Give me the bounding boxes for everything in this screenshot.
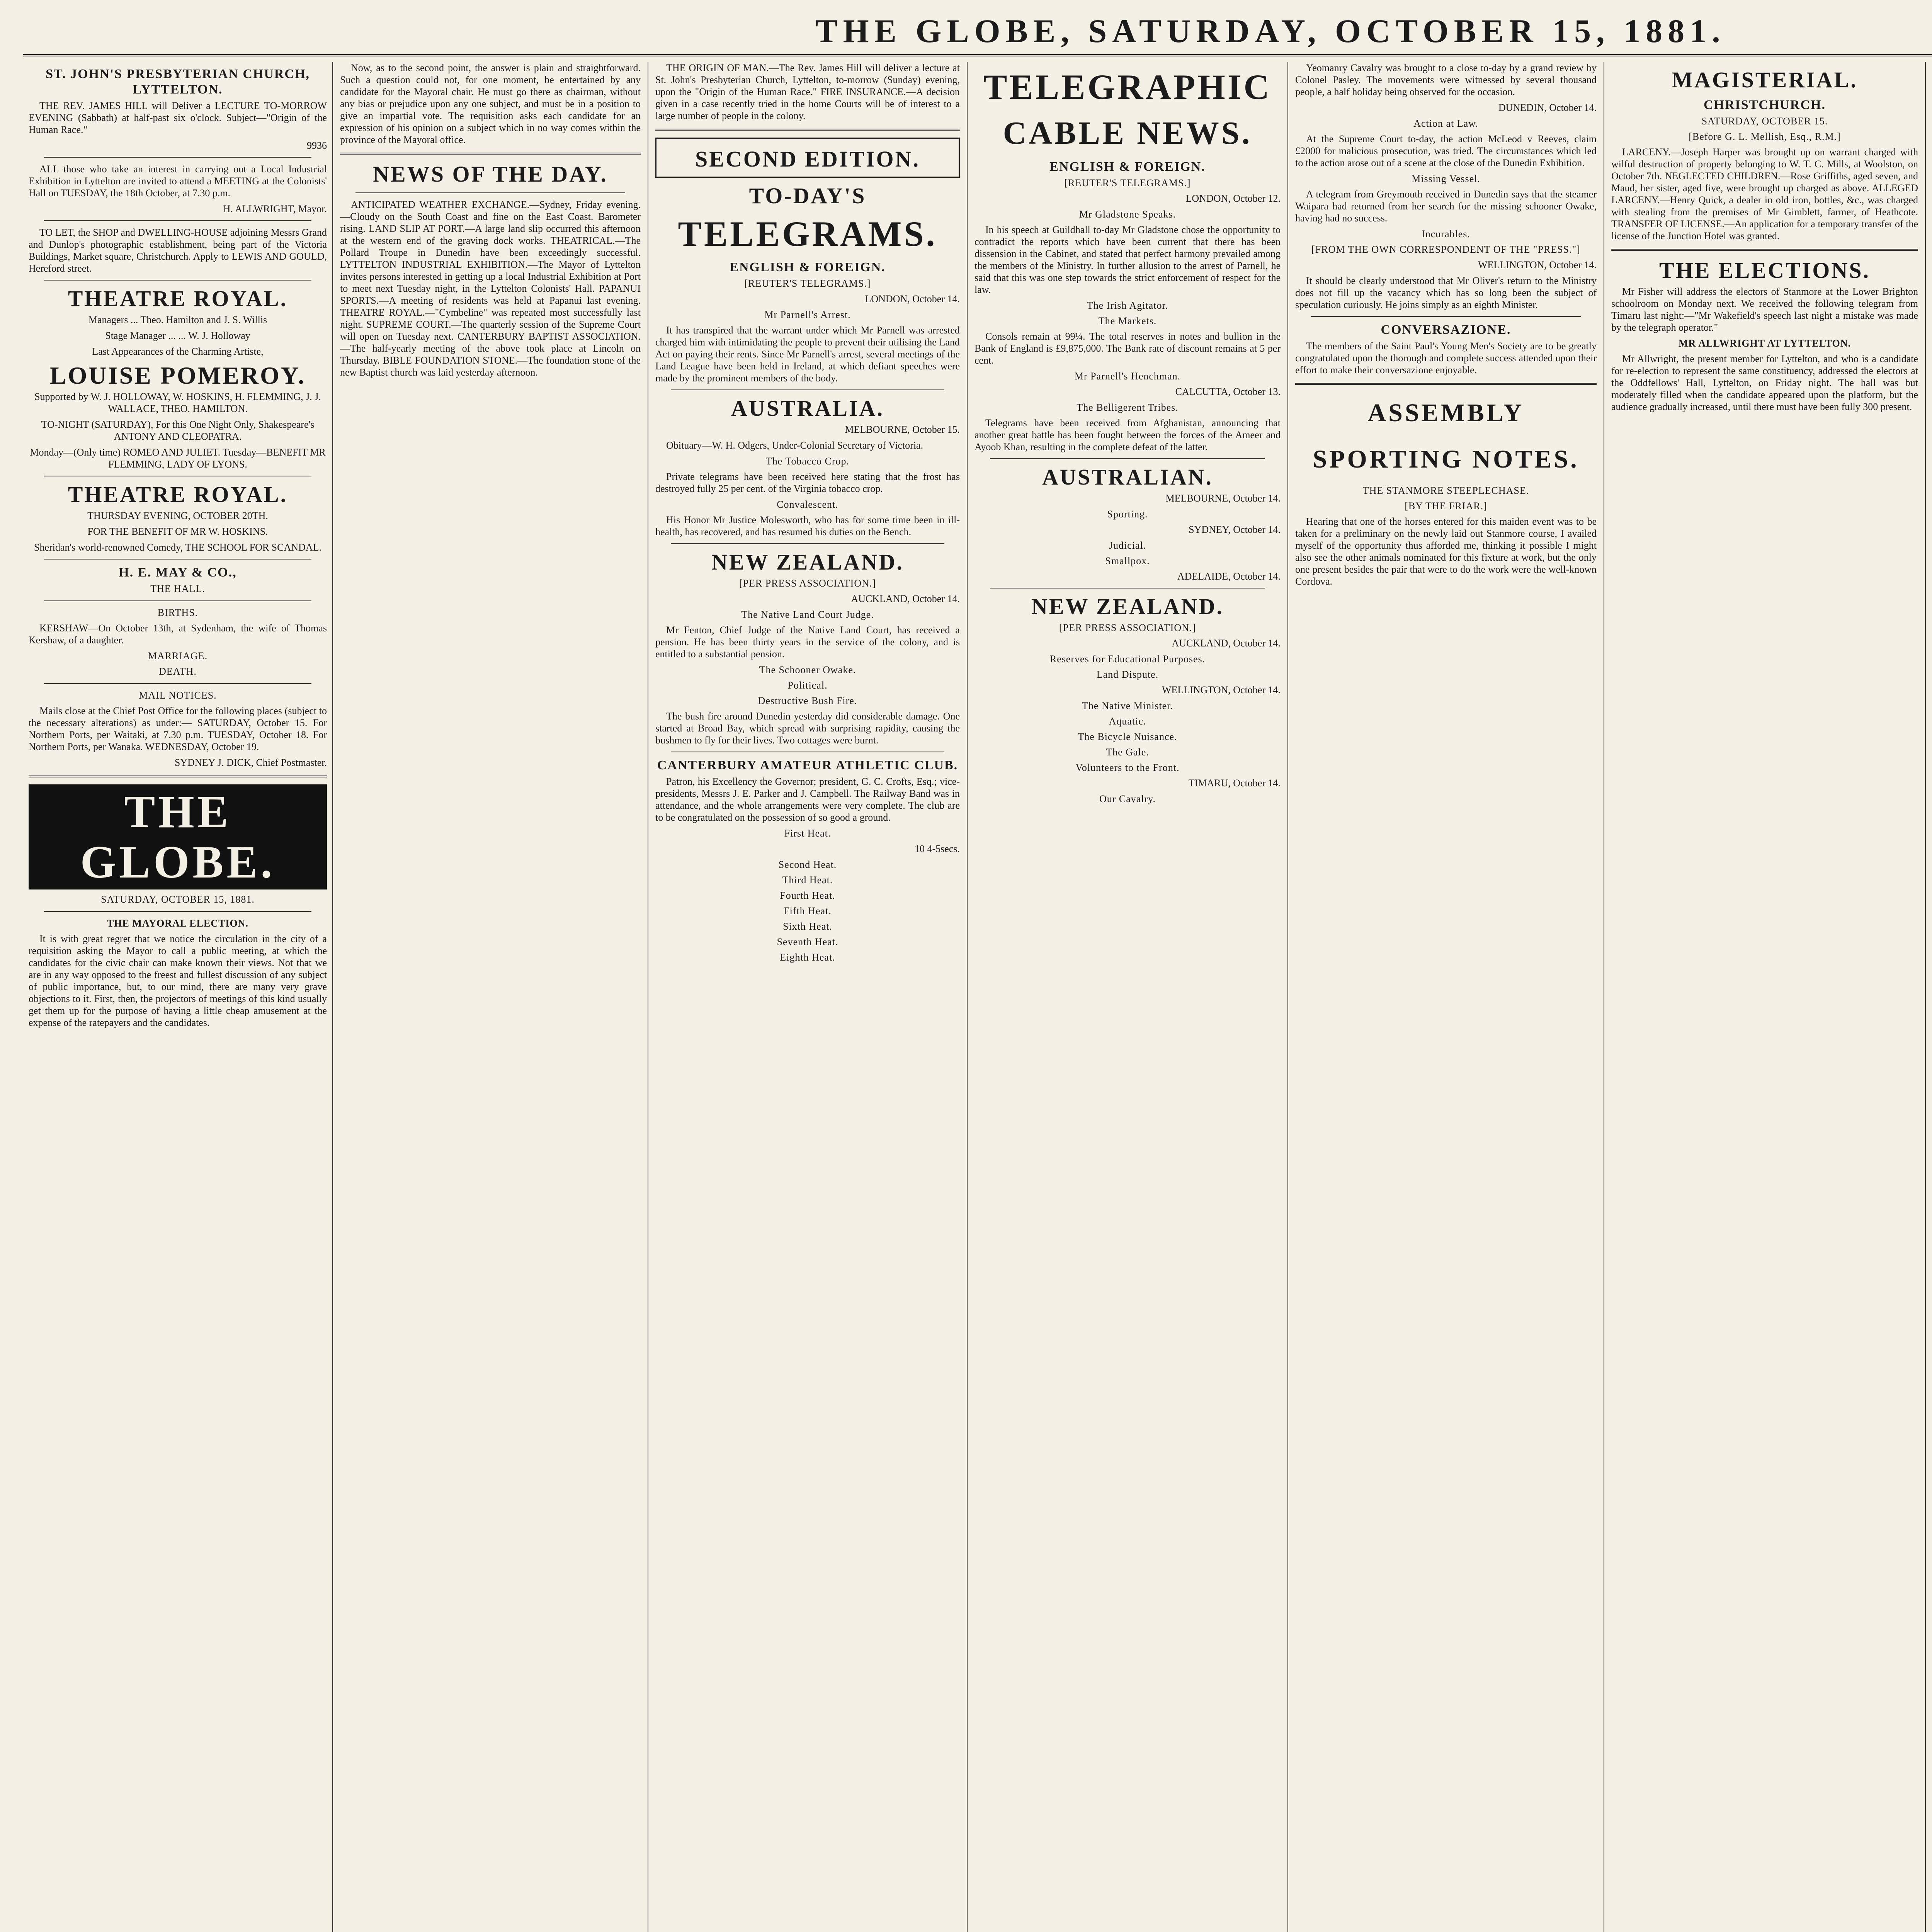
divider <box>355 192 625 193</box>
canterbury-text: Patron, his Excellency the Governor; president, G. C. Crofts, Esq.; vice-presidents, Messrs J. E. Parker and J. Campbell. The Railway Band was in attendance, and the whole arrangements were very complete. The club are to be congratulated on the possession of so good a ground. <box>655 776 960 823</box>
divider <box>1311 316 1581 317</box>
mayoral-head: THE MAYORAL ELECTION. <box>107 918 249 929</box>
column-4 <box>969 62 1286 1932</box>
second-edition-box <box>655 138 960 178</box>
masthead-title: THE GLOBE, SATURDAY, OCTOBER 15, 1881. <box>815 12 1726 49</box>
obituary: Obituary—W. H. Odgers, Under-Colonial Secretary of Victoria. <box>666 440 923 451</box>
may-sub: THE HALL. <box>150 583 205 594</box>
bicycle-head: The Bicycle Nuisance. <box>1078 731 1177 742</box>
allwright-head: MR ALLWRIGHT AT LYTTELTON. <box>1678 338 1851 349</box>
markets-head: The Markets. <box>1098 315 1157 327</box>
steeple-head: THE STANMORE STEEPLECHASE. <box>1362 485 1529 496</box>
london-date: LONDON, October 14. <box>865 293 960 304</box>
news-text: ANTICIPATED WEATHER EXCHANGE.—Sydney, Friday evening.—Cloudy on the South Coast and fine on the East Coast. Barometer rising. LAND SLIP AT PORT.—A large land slip occurred this afternoon at the western end of the graving dock works. THEATRICAL.—The Pollard Troupe in Dunedin have been exceedingly successful. LYTTELTON INDUSTRIAL EXHIBITION.—The Mayor of Lyttelton invites persons interested in getting up a local Industrial Exhibition at Port to meet next Tuesday night, in the Lyttelton Colonists' Hall. PAPANUI SPORTS.—A meeting of residents was held at Papanui last evening. THEATRE ROYAL.—"Cymbeline" was repeated most successfully last night. SUPREME COURT.—The quarterly session of the Supreme Court will open on Tuesday next. CANTERBURY BAPTIST ASSOCIATION.—The half-yearly meeting of the above took place at Lincoln on Thursday. BIBLE FOUNDATION STONE.—The foundation stone of the new Baptist church was laid yesterday afternoon. <box>340 199 641 378</box>
divider <box>44 683 311 684</box>
benefit: FOR THE BENEFIT OF MR W. HOSKINS. <box>87 526 268 537</box>
globe-date: SATURDAY, OCTOBER 15, 1881. <box>101 894 255 905</box>
mail-head: MAIL NOTICES. <box>139 690 217 701</box>
smallpox-head: Smallpox. <box>1105 555 1150 566</box>
theatre-engagement: Last Appearances of the Charming Artiste, <box>92 346 264 357</box>
missing-text: A telegram from Greymouth received in Dunedin says that the steamer Waipara had returned from her search for the missing schooner Owake, having had no success. <box>1295 189 1597 224</box>
births-head: BIRTHS. <box>157 607 198 618</box>
libel-head: Action at Law. <box>1413 118 1478 129</box>
sydney-date: SYDNEY, October 14. <box>1189 524 1281 535</box>
agitator-head: The Irish Agitator. <box>1087 300 1168 311</box>
gladstone-head: Mr Gladstone Speaks. <box>1079 209 1176 220</box>
births-text: KERSHAW—On October 13th, at Sydenham, the wife of Thomas Kershaw, of a daughter. <box>29 622 327 646</box>
court-text: LARCENY.—Joseph Harper was brought up on warrant charged with wilful destruction of property belonging to W. T. C. Mills, at Woolston, on October 7th. NEGLECTED CHILDREN.—Rose Griffiths, aged seven, and Maud, her sister, aged five, were brought up charged as above. ALLEGED LARCENY.—Henry Quick, a dealer in old iron, bottles, &c., was charged with stealing from the premises of Mr Gimblett, farmer, of Heathcote. TRANSFER OF LICENSE.—An application for a temporary transfer of the license of the Junction Hotel was granted. <box>1611 146 1918 242</box>
missing-head: Missing Vessel. <box>1412 173 1480 184</box>
tobacco-text: Private telegrams have been received here stating that the frost has destroyed fully 25 per cent. of the Virginia tobacco crop. <box>655 471 960 494</box>
heat-label: Eighth Heat. <box>780 952 835 963</box>
marriage-head: MARRIAGE. <box>148 650 208 662</box>
meeting-sign: H. ALLWRIGHT, Mayor. <box>223 203 327 214</box>
tobacco-head: The Tobacco Crop. <box>765 456 850 467</box>
todays: TO-DAY'S <box>749 183 866 208</box>
theatre-title: THEATRE ROYAL. <box>68 286 288 311</box>
heat-label: Fourth Heat. <box>780 890 835 901</box>
cable-news-title: CABLE NEWS. <box>1003 115 1252 151</box>
tolet-ad: TO LET, the SHOP and DWELLING-HOUSE adjoining Messrs Grand and Dunlop's photographic establishment, being part of the Victoria Buildings, Market square, Christchurch. Apply to LEWIS AND GOULD, Hereford street. <box>29 227 327 274</box>
heat-label: Sixth Heat. <box>783 921 832 932</box>
landdispute-head: Land Dispute. <box>1096 669 1159 680</box>
divider <box>671 389 944 390</box>
gale-head: The Gale. <box>1106 747 1149 758</box>
sporting-head: Sporting. <box>1107 509 1148 520</box>
meeting-text: ALL those who take an interest in carrying out a Local Industrial Exhibition in Lyttelton are invited to attend a MEETING at the Colonists' Hall on TUESDAY, the 18th October, at 7.30 p.m. <box>29 163 327 199</box>
divider <box>44 280 311 281</box>
melbourne-date: MELBOURNE, October 15. <box>845 424 960 435</box>
monday: Monday—(Only time) ROMEO AND JULIET. Tuesday—BENEFIT MR FLEMMING, LADY OF LYONS. <box>30 447 326 470</box>
divider <box>655 129 960 131</box>
canterbury-head: CANTERBURY AMATEUR ATHLETIC CLUB. <box>657 758 958 772</box>
school-scandal: Sheridan's world-renowned Comedy, THE SCHOOL FOR SCANDAL. <box>34 542 321 553</box>
london-date: LONDON, October 12. <box>1185 193 1281 204</box>
news-head: NEWS OF THE DAY. <box>373 162 608 187</box>
mail-sign: SYDNEY J. DICK, Chief Postmaster. <box>174 757 327 768</box>
eng-foreign: ENGLISH & FOREIGN. <box>1049 160 1206 174</box>
column-rule <box>1925 62 1926 1932</box>
parnell-head: Mr Parnell's Arrest. <box>764 309 851 320</box>
henchman-head: Mr Parnell's Henchman. <box>1074 371 1181 382</box>
calcutta-date: CALCUTTA, October 13. <box>1175 386 1281 397</box>
column-3 <box>650 62 965 1932</box>
column-rule <box>967 62 968 1932</box>
divider <box>44 600 311 601</box>
notice-church: ST. JOHN'S PRESBYTERIAN CHURCH, LYTTELTON. <box>46 67 310 97</box>
heat-time: 10 4-5secs. <box>915 843 960 854</box>
heat-label: Second Heat. <box>778 859 837 870</box>
auckland-date: AUCKLAND, October 14. <box>851 593 960 604</box>
conversazione-text: The members of the Saint Paul's Young Men's Society are to be greatly congratulated upon the thorough and complete success attended upon their effort to make their conversazione enjoyable. <box>1295 340 1597 376</box>
supported-by: Supported by W. J. HOLLOWAY, W. HOSKINS, H. FLEMMING, J. J. WALLACE, THEO. HAMILTON. <box>34 391 321 414</box>
parnell-text: It has transpired that the warrant under which Mr Parnell was arrested charged him with intimidating the people to prevent their utilising the Land Act on paying their rents. Since Mr Parnell's arrest, several meetings of the Land League have been held in Ireland, at which defiant speeches were made by the prominent members of the body. <box>655 325 960 384</box>
conversazione-head: CONVERSAZIONE. <box>1381 323 1511 337</box>
mayoral-text: It is with great regret that we notice the circulation in the city of a requisition asking the Mayor to call a public meeting, at which the candidates for the civic chair can make known their views. Not that we are in any way opposed to the freest and fullest discussion of any subject of public importance, but, to our mind, there are many very grave objections to it. First, then, the projectors of meetings of this kind usually get them up for the purpose of having a little cheap amusement at the expense of the ratepayers and the candidates. <box>29 933 327 1028</box>
heat-label: First Heat. <box>784 828 831 839</box>
death-head: DEATH. <box>159 666 197 677</box>
nz-head: NEW ZEALAND. <box>711 549 904 575</box>
australia-head: AUSTRALIA. <box>731 396 884 421</box>
divider <box>44 220 311 221</box>
gladstone-text: In his speech at Guildhall to-day Mr Gladstone chose the opportunity to contradict the reports which have been current that there has been dissension in the Cabinet, and stated that perfect harmony prevailed among the members of the Ministry. In further allusion to the arrest of Parnell, he said that this was one step towards the strict enforcement of respect for the law. <box>975 224 1281 295</box>
dunedin-date: DUNEDIN, October 14. <box>1498 102 1597 113</box>
libel-text: At the Supreme Court to-day, the action McLeod v Reeves, claim £2000 for malicious prosecution, was tried. The circumstances which led to the action arose out of a scene at the close of the Dunedin Exhibition. <box>1295 133 1597 168</box>
divider <box>671 543 944 544</box>
assembly-head: ASSEMBLY <box>1367 399 1524 427</box>
theatre2-title: THEATRE ROYAL. <box>68 482 288 507</box>
wellington-text: It should be clearly understood that Mr Oliver's return to the Ministry does not fill up the vacancy which has so long been the subject of speculation curiously. He joins simply as an eighth Minister. <box>1295 275 1597 310</box>
column-2 <box>335 62 646 1932</box>
bench: [Before G. L. Mellish, Esq., R.M.] <box>1689 131 1841 142</box>
magisterial-head: MAGISTERIAL. <box>1672 67 1858 92</box>
steeple-text: Hearing that one of the horses entered for this maiden event was to be taken for a preliminary on the newly laid out Stanmore course, I availed myself of the opportunity thus afforded me, thinking it possible I might also see the other animals nominated for this fixture at work, but the only one present besides the pair that were to do the work were the well-known Cordova. <box>1295 516 1597 587</box>
theatre-managers: Managers ... Theo. Hamilton and J. S. Willis <box>88 314 267 325</box>
tonight: TO-NIGHT (SATURDAY), For this One Night Only, Shakespeare's ANTONY AND CLEOPATRA. <box>41 419 315 442</box>
convalescent-head: Convalescent. <box>777 499 838 510</box>
minister-head: The Native Minister. <box>1082 700 1173 711</box>
divider <box>44 911 311 912</box>
wellington-date: WELLINGTON, October 14. <box>1162 684 1281 696</box>
theatre-stage: Stage Manager ... ... W. J. Holloway <box>105 330 250 341</box>
divider <box>990 458 1265 459</box>
allwright-text: Mr Allwright, the present member for Lyttelton, and who is a candidate for re-election to represent the same constituency, addressed the electors at the Oddfellows' Hall, Lyttelton, on Friday night. The hall was but moderately filled when the candidate appeared upon the platform, but the audience gradually increased, until there must have been fully 300 present. <box>1611 353 1918 412</box>
heats-list <box>655 827 960 964</box>
tribes-head: The Belligerent Tribes. <box>1077 402 1179 413</box>
by-line: [BY THE FRIAR.] <box>1405 500 1487 512</box>
notice-text: THE REV. JAMES HILL will Deliver a LECTURE TO-MORROW EVENING (Sabbath) at half-past six o'clock. Subject—"Origin of the Human Race." <box>29 100 327 135</box>
elections-text: Mr Fisher will address the electors of Stanmore at the Lower Brighton schoolroom on Monday next. We received the following telegram from Timaru last night:—"Mr Wakefield's speech last night a mistake was made by the telegraph operator." <box>1611 286 1918 333</box>
mail-text: Mails close at the Chief Post Office for the following places (subject to the necessary alterations) as under:— SATURDAY, October 15. For Northern Ports, per Waitaki, at 7.30 p.m. TUESDAY, October 18. For Northern Ports, per Wanaka. WEDNESDAY, October 19. <box>29 705 327 752</box>
column-rule <box>1287 62 1288 1932</box>
landcourt-text: Mr Fenton, Chief Judge of the Native Land Court, has received a pension. He has been thirty years in the service of the colony, and is entitled to a substantial pension. <box>655 624 960 660</box>
melbourne-date: MELBOURNE, October 14. <box>1165 493 1281 504</box>
special-corr: [FROM THE OWN CORRESPONDENT OF THE "PRESS."] <box>1311 244 1580 255</box>
divider <box>1295 383 1597 385</box>
aquatic-head: Aquatic. <box>1109 716 1146 727</box>
column-5 <box>1290 62 1602 1932</box>
may-title: H. E. MAY & CO., <box>119 565 237 580</box>
reuters: [REUTER'S TELEGRAMS.] <box>1064 177 1191 189</box>
heat-label: Fifth Heat. <box>784 905 832 917</box>
masthead <box>23 8 1932 56</box>
australian-head: AUSTRALIAN. <box>1042 464 1213 490</box>
col2-text-a: Now, as to the second point, the answer is plain and straightforward. Such a question could not, for one moment, be entertained by any candidate for the Mayoral chair. He must go there as chairman, without any bias or prejudice upon any one subject, and must be in a position to give an impartial vote. The requisition asks each candidate for an expression of his opinion on a subject which in no way comes within the province of the Mayoral office. <box>340 62 641 145</box>
timaru-date: TIMARU, October 14. <box>1188 777 1281 789</box>
tribes-text: Telegrams have been received from Afghanistan, announcing that another great battle has been fought between the forces of the Ameer and Ayoob Khan, resulting in the complete defeat of the latter. <box>975 417 1281 452</box>
cavalry-head: Our Cavalry. <box>1099 793 1156 804</box>
telegrams: TELEGRAMS. <box>678 214 937 253</box>
landcourt-head: The Native Land Court Judge. <box>741 609 874 620</box>
divider <box>340 153 641 155</box>
divider <box>44 157 311 158</box>
globe-banner: THE GLOBE. <box>29 784 327 889</box>
auckland-date: AUCKLAND, October 14. <box>1172 638 1281 649</box>
volunteers-head: Volunteers to the Front. <box>1075 762 1180 773</box>
adelaide-date: ADELAIDE, October 14. <box>1177 571 1281 582</box>
political-head: Political. <box>787 680 828 691</box>
divider <box>44 559 311 560</box>
incurables-head: Incurables. <box>1422 228 1470 240</box>
column-rule <box>332 62 333 1932</box>
christchurch-date: SATURDAY, OCTOBER 15. <box>1701 116 1828 127</box>
sporting-head: SPORTING NOTES. <box>1313 445 1579 473</box>
divider <box>29 776 327 777</box>
markets-text: Consols remain at 99¼. The total reserves in notes and bullion in the Bank of England is £9,875,000. The Bank rate of discount remains at 5 per cent. <box>975 331 1281 366</box>
nz-head: NEW ZEALAND. <box>1031 594 1224 619</box>
column-1 <box>23 62 332 1932</box>
notice-ref: 9936 <box>307 140 327 151</box>
second-edition: SECOND EDITION. <box>695 146 920 172</box>
col3-text-a: THE ORIGIN OF MAN.—The Rev. James Hill will deliver a lecture at St. John's Presbyterian Church, Lyttelton, to-morrow (Sunday) evening, upon the "Origin of the Human Race." FIRE INSURANCE.—A decision given in a case recently tried in the home Courts will be of interest to a large number of people in the colony. <box>655 62 960 121</box>
bushfire-head: Destructive Bush Fire. <box>758 695 857 706</box>
christchurch-head: CHRISTCHURCH. <box>1704 98 1826 112</box>
owake-head: The Schooner Owake. <box>759 664 856 675</box>
heat-label: Seventh Heat. <box>777 936 838 947</box>
telegraphic-title: TELEGRAPHIC <box>983 67 1272 107</box>
reuters: [REUTER'S TELEGRAMS.] <box>744 278 871 289</box>
heat-label: Third Heat. <box>782 874 833 886</box>
column-6 <box>1606 62 1923 1932</box>
eng-foreign: ENGLISH & FOREIGN. <box>730 260 886 274</box>
press-assoc: [PER PRESS ASSOCIATION.] <box>739 578 876 589</box>
wellington-date: WELLINGTON, October 14. <box>1478 259 1597 270</box>
bushfire-text: The bush fire around Dunedin yesterday did considerable damage. One started at Broad Bay, which spread with surprising rapidity, causing the bushmen to fly for their lives. Two cottages were burnt. <box>655 711 960 746</box>
divider <box>1611 249 1918 251</box>
thursday: THURSDAY EVENING, OCTOBER 20TH. <box>87 510 268 521</box>
press-assoc: [PER PRESS ASSOCIATION.] <box>1059 622 1196 633</box>
star-name: LOUISE POMEROY. <box>49 362 306 389</box>
reserves-head: Reserves for Educational Purposes. <box>1049 653 1206 665</box>
col5-text-a: Yeomanry Cavalry was brought to a close to-day by a grand review by Colonel Pasley. The movements were witnessed by several thousand people, a half holiday being observed for the occasion. <box>1295 62 1597 97</box>
elections-head: THE ELECTIONS. <box>1659 258 1870 283</box>
column-7 <box>1927 62 1932 1932</box>
judicial-head: Judicial. <box>1109 540 1146 551</box>
convalescent-text: His Honor Mr Justice Molesworth, who has for some time been in ill-health, has recovered, and has resumed his duties on the Bench. <box>655 514 960 537</box>
